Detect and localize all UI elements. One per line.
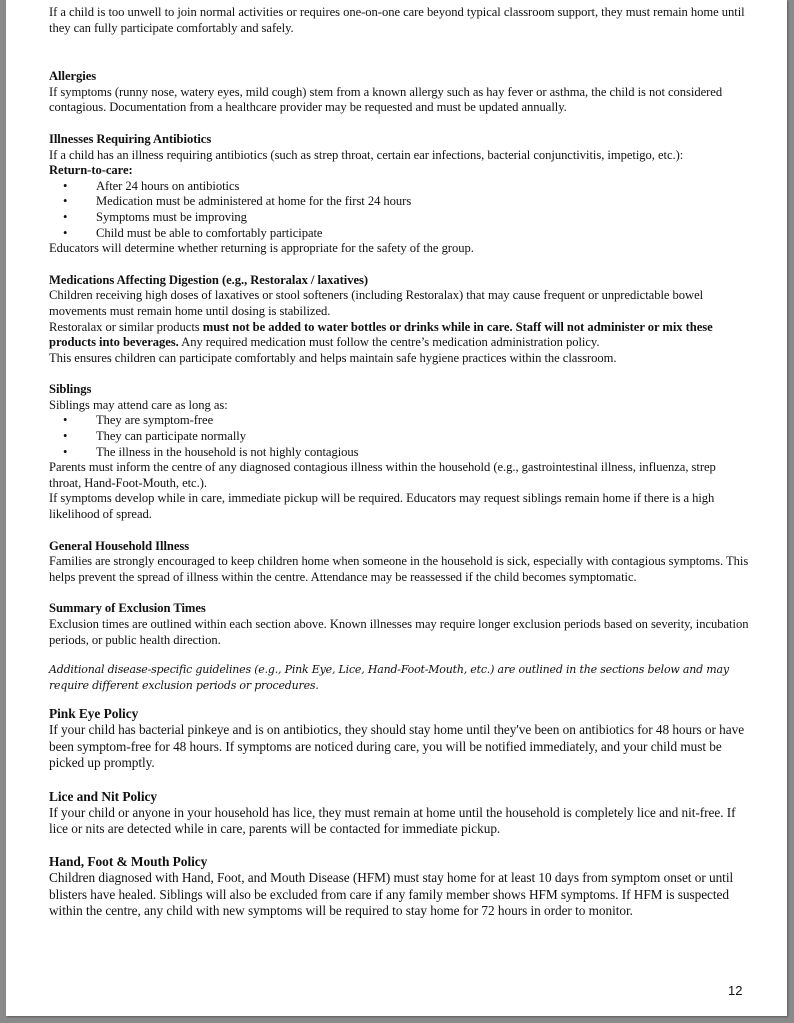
list-item: • Symptoms must be improving: [63, 209, 247, 224]
bullet-icon: •: [63, 429, 68, 444]
bullet-icon: •: [63, 225, 68, 240]
list-item: • They can participate normally: [63, 429, 246, 444]
hfm-heading: Hand, Foot & Mouth Policy: [49, 854, 208, 870]
bullet-icon: •: [63, 194, 68, 209]
bullet-icon: •: [63, 178, 68, 193]
lice-heading: Lice and Nit Policy: [49, 788, 158, 804]
bullet-icon: •: [63, 444, 68, 459]
lice-paragraph: If your child or anyone in your household has lice, they must remain at home until the household is completely lice and nit-free. If lice or nits are detected while in care, parents will be contacted for immediate pickup.: [49, 804, 736, 836]
exclusion-paragraph: Exclusion times are outlined within each section above. Known illnesses may require longer exclusion periods based on severity, incubation periods, or public health direction.: [49, 617, 749, 647]
household-heading: General Household Illness: [49, 538, 190, 553]
list-item: • They are symptom-free: [63, 413, 214, 428]
siblings-list: [49, 413, 749, 460]
bullet-icon: •: [63, 413, 68, 428]
return-to-care-label: Return-to-care:: [49, 163, 133, 178]
pinkeye-paragraph: If your child has bacterial pinkeye and is on antibiotics, they should stay home until they've been on antibiotics for 48 hours or have been symptom-free for 48 hours. If symptoms are noticed during care, you will be notified immediately, and your child must be picked up promptly.: [49, 722, 745, 771]
exclusion-heading: Summary of Exclusion Times: [49, 601, 206, 616]
digestion-paragraph-3: This ensures children can participate comfortably and helps maintain safe hygiene practices within the classroom.: [49, 350, 617, 365]
intro-paragraph: If a child is too unwell to join normal activities or requires one-on-one care beyond typical classroom support, they must remain home until they can fully participate comfortably and safely.: [49, 5, 745, 35]
document-page: [6, 0, 787, 1016]
antibiotics-heading: Illnesses Requiring Antibiotics: [49, 131, 212, 146]
pinkeye-heading: Pink Eye Policy: [49, 706, 139, 722]
digestion-paragraph-2: Restoralax or similar products must not be added to water bottles or drinks while in care. Staff will not administer or mix these products into beverages. Any required medication must follow the centre’s medication administration policy.: [49, 319, 713, 350]
page-content: [49, 5, 749, 920]
household-paragraph: Families are strongly encouraged to keep children home when someone in the household is sick, especially with contagious symptoms. This helps prevent the spread of illness within the centre. Attendance may be reassessed if the child becomes symptomatic.: [49, 554, 749, 584]
digestion-heading: Medications Affecting Digestion (e.g., Restoralax / laxatives): [49, 272, 369, 287]
allergies-heading: Allergies: [49, 69, 97, 84]
siblings-heading: Siblings: [49, 382, 92, 397]
return-to-care-list: [49, 179, 749, 241]
antibiotics-paragraph: If a child has an illness requiring antibiotics (such as strep throat, certain ear infections, bacterial conjunctivitis, impetigo, etc.):: [49, 147, 684, 162]
page-number: 12: [728, 983, 743, 998]
list-item: • The illness in the household is not highly contagious: [63, 444, 359, 459]
siblings-paragraph-3: If symptoms develop while in care, immediate pickup will be required. Educators may request siblings remain home if there is a high likelihood of spread.: [49, 491, 715, 522]
disease-guidelines-note: Additional disease-specific guidelines (e.g., Pink Eye, Lice, Hand-Foot-Mouth, etc.) are outlined in the sections below and may require different exclusion periods or procedures.: [49, 663, 729, 692]
siblings-paragraph-2: Parents must inform the centre of any diagnosed contagious illness within the household (e.g., gastrointestinal illness, influenza, strep throat, Hand-Foot-Mouth, etc.).: [49, 460, 716, 490]
list-item: • Child must be able to comfortably participate: [63, 225, 323, 240]
allergies-paragraph: If symptoms (runny nose, watery eyes, mild cough) stem from a known allergy such as hay fever or asthma, the child is not considered contagious. Documentation from a healthcare provider may be requested and must be updated annually.: [49, 84, 723, 115]
list-item: • Medication must be administered at home for the first 24 hours: [63, 194, 412, 209]
hfm-paragraph: Children diagnosed with Hand, Foot, and Mouth Disease (HFM) must stay home for at least 10 days from symptom onset or until blisters have healed. Siblings will also be excluded from care if any family member shows HFM symptoms. If HFM is suspected within the centre, any child with new symptoms will be required to stay home for 72 hours in order to monitor.: [49, 870, 734, 919]
digestion-paragraph-1: Children receiving high doses of laxatives or stool softeners (including Restoralax) that may cause frequent or unpredictable bowel movements must remain home until dosing is stabilized.: [49, 288, 704, 318]
bullet-icon: •: [63, 209, 68, 224]
list-item: • After 24 hours on antibiotics: [63, 178, 240, 193]
siblings-paragraph: Siblings may attend care as long as:: [49, 397, 228, 412]
digestion-warning: must not be added to water bottles or drinks while in care. Staff will not administer or mix these products into beverages.: [49, 319, 713, 350]
antibiotics-footer: Educators will determine whether returning is appropriate for the safety of the group.: [49, 241, 474, 256]
